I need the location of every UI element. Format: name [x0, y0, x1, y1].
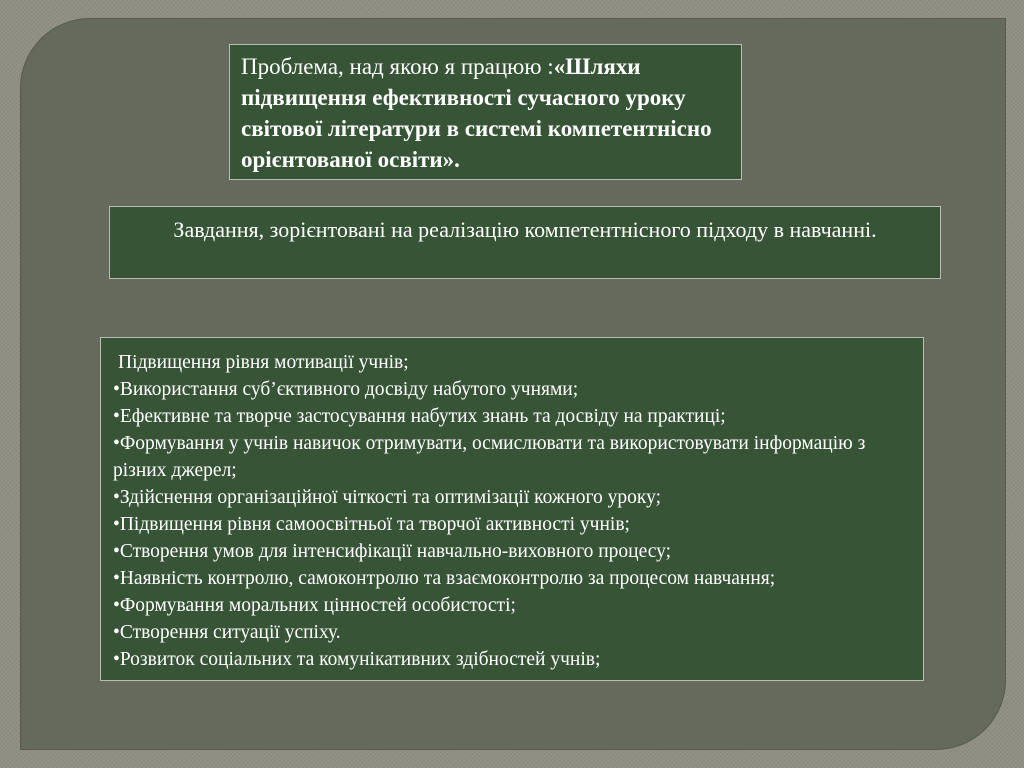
problem-label: Проблема, над якою я працюю : — [241, 54, 554, 79]
list-item: •Використання суб’єктивного досвіду набутого учнями; — [113, 379, 579, 400]
list-item: •Здійснення організаційної чіткості та оптимізації кожного уроку; — [113, 487, 662, 508]
list-item: •Формування моральних цінностей особистості; — [113, 595, 516, 616]
list-item: •Формування у учнів навичок отримувати, осмислювати та використовувати інформацію з різних джерел; — [113, 433, 866, 481]
task-text: Завдання, зорієнтовані на реалізацію компетентнісного підходу в навчанні. — [173, 217, 877, 242]
list-item: •Підвищення рівня самоосвітньої та творчої активності учнів; — [113, 514, 630, 535]
tasks-list-box — [100, 337, 924, 681]
list-item: •Розвиток соціальних та комунікативних здібностей учнів; — [113, 649, 601, 670]
list-item: •Ефективне та творче застосування набутих знань та досвіду на практиці; — [113, 406, 726, 427]
list-item: •Наявність контролю, самоконтролю та взаємоконтролю за процесом навчання; — [113, 568, 776, 589]
problem-statement-box — [229, 44, 742, 180]
list-item: Підвищення рівня мотивації учнів; — [118, 352, 409, 373]
problem-title: «Шляхи підвищення ефективності сучасного уроку світової літератури в системі компетентнісно орієнтованої освіти». — [241, 54, 712, 172]
task-statement-box — [109, 206, 941, 279]
list-item: •Створення умов для інтенсифікації навчально-виховного процесу; — [113, 541, 672, 562]
list-item: •Створення ситуації успіху. — [113, 622, 341, 643]
